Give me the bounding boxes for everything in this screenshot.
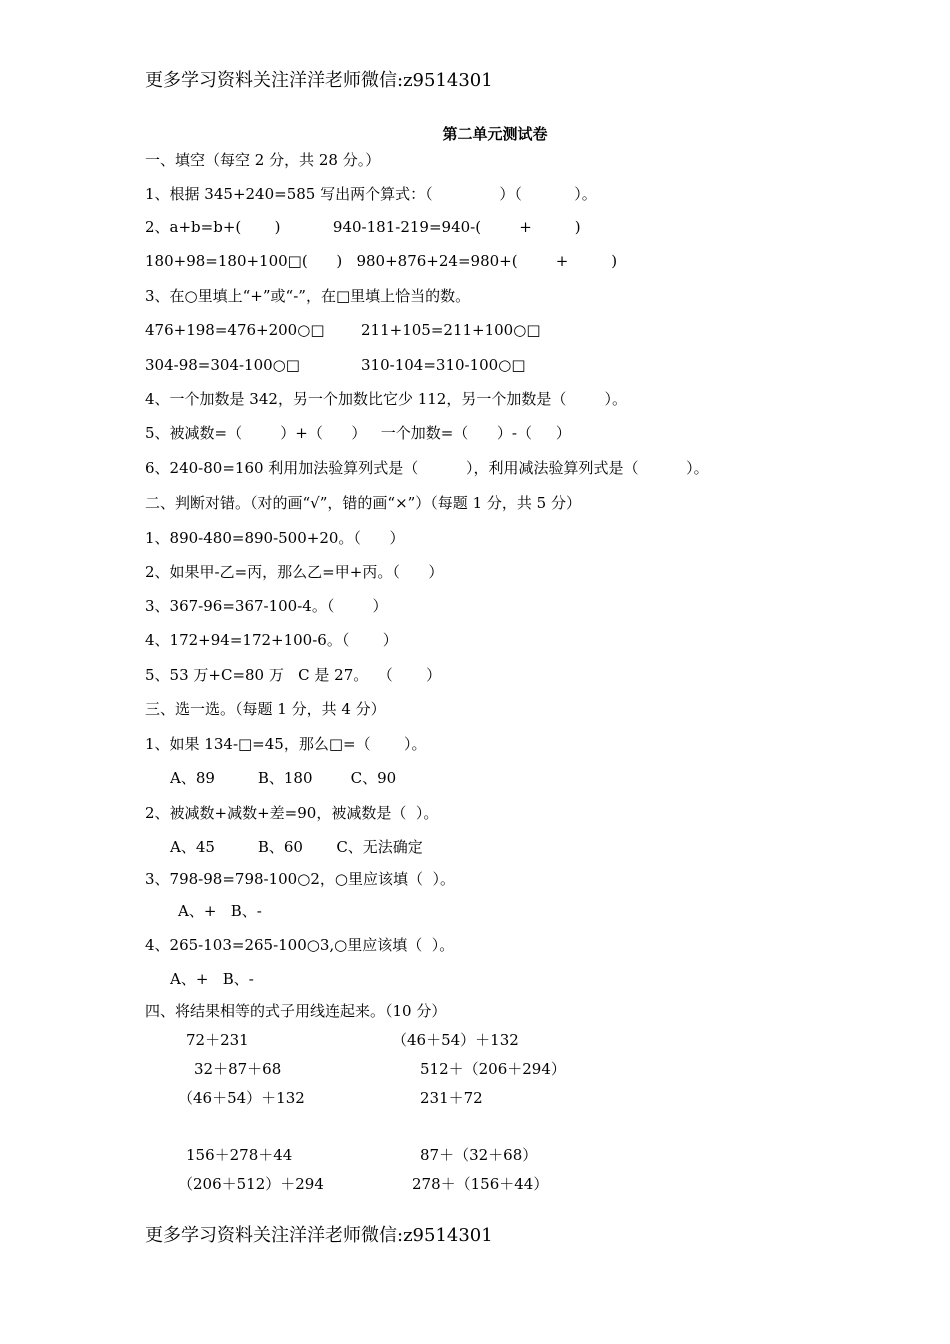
question: 1、如果 134-□=45，那么□=（ ）。: [145, 735, 427, 753]
question: 304-98=304-100○□: [145, 356, 300, 374]
right-expression: 512＋（206＋294）: [420, 1060, 566, 1078]
question: 6、240-80=160 利用加法验算列式是（ ），利用减法验算列式是（ ）。: [145, 459, 709, 477]
header-promo: 更多学习资料关注洋洋老师微信:z9514301: [145, 70, 493, 91]
question: 2、a+b=b+( ) 940-181-219=940-( + ): [145, 218, 581, 236]
question: 4、265-103=265-100○3,○里应该填（ ）。: [145, 936, 455, 954]
section-2-heading: 二、判断对错。（对的画“√”，错的画“×”）（每题 1 分，共 5 分）: [145, 494, 581, 512]
question: 4、172+94=172+100-6。（ ）: [145, 631, 398, 649]
question: 180+98=180+100□( ) 980+876+24=980+( + ): [145, 252, 618, 270]
question: 2、如果甲-乙=丙，那么乙=甲+丙。（ ）: [145, 563, 444, 581]
question: 3、367-96=367-100-4。（ ）: [145, 597, 388, 615]
options: A、+ B、-: [178, 902, 262, 920]
question: 5、被减数=（ ）+（ ） 一个加数=（ ）-（ ）: [145, 424, 571, 442]
left-expression: （46＋54）＋132: [178, 1089, 305, 1107]
right-expression: 278＋（156＋44）: [412, 1175, 549, 1193]
right-expression: 87＋（32＋68）: [420, 1146, 538, 1164]
question: 2、被减数+减数+差=90，被减数是（ ）。: [145, 804, 439, 822]
question: 4、一个加数是 342，另一个加数比它少 112，另一个加数是（ ）。: [145, 390, 627, 408]
options: A、45 B、60 C、无法确定: [170, 838, 423, 856]
section-1-heading: 一、填空（每空 2 分，共 28 分。）: [145, 151, 381, 169]
right-expression: 231＋72: [420, 1089, 483, 1107]
section-4-heading: 四、将结果相等的式子用线连起来。（10 分）: [145, 1002, 447, 1020]
section-3-heading: 三、选一选。（每题 1 分，共 4 分）: [145, 700, 386, 718]
options: A、89 B、180 C、90: [170, 769, 397, 787]
left-expression: （206＋512）＋294: [178, 1175, 324, 1193]
question: 5、53 万+C=80 万 C 是 27。 （ ）: [145, 666, 442, 684]
footer-promo: 更多学习资料关注洋洋老师微信:z9514301: [145, 1225, 493, 1246]
question: 3、798-98=798-100○2，○里应该填（ ）。: [145, 870, 455, 888]
question: 211+105=211+100○□: [361, 321, 541, 339]
question: 310-104=310-100○□: [361, 356, 526, 374]
page-title: 第二单元测试卷: [442, 125, 548, 143]
options: A、+ B、-: [170, 970, 254, 988]
question: 3、在○里填上“+”或“-”，在□里填上恰当的数。: [145, 287, 471, 305]
right-expression: （46＋54）＋132: [392, 1031, 519, 1049]
left-expression: 72＋231: [186, 1031, 249, 1049]
question: 1、890-480=890-500+20。（ ）: [145, 529, 405, 547]
question: 1、根据 345+240=585 写出两个算式：（ ）（ ）。: [145, 185, 597, 203]
question: 476+198=476+200○□: [145, 321, 325, 339]
left-expression: 156＋278＋44: [186, 1146, 293, 1164]
left-expression: 32＋87＋68: [194, 1060, 282, 1078]
